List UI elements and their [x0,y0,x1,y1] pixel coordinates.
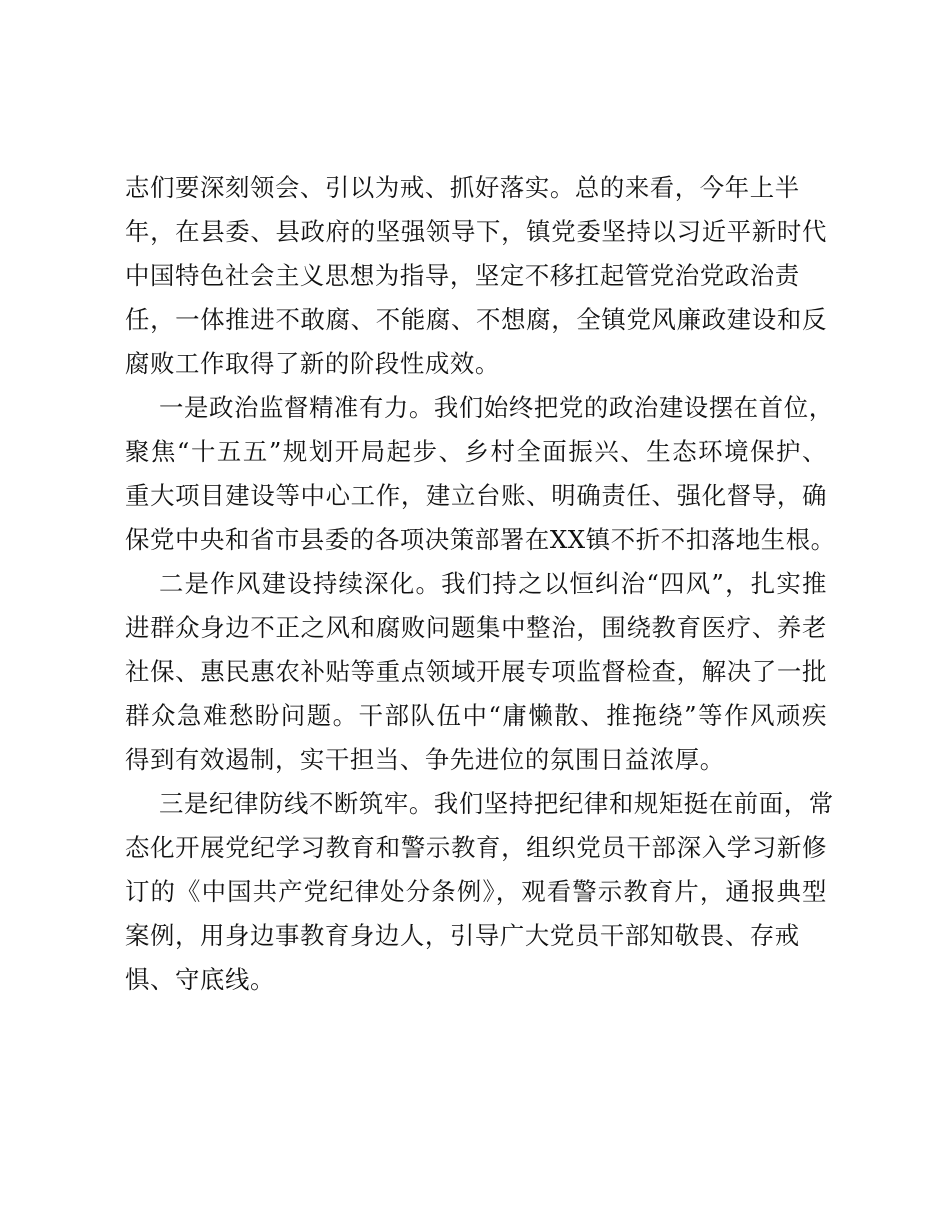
paragraph-2-line-2: 聚焦“十五五”规划开局起步、乡村全面振兴、生态环境保护、 [125,437,827,466]
paragraph-4-line-1: 三是纪律防线不断筑牢。我们坚持把纪律和规矩挺在前面，常 [159,789,834,818]
paragraph-3-line-5: 得到有效遏制，实干担当、争先进位的氛围日益浓厚。 [125,745,725,774]
paragraph-1-line-4: 任，一体推进不敢腐、不能腐、不想腐，全镇党风廉政建设和反 [125,305,827,334]
paragraph-3-line-4: 群众急难愁盼问题。干部队伍中“庸懒散、推拖绕”等作风顽疾 [125,701,827,730]
paragraph-2-line-4: 保党中央和省市县委的各项决策部署在XX镇不折不扣落地生根。 [125,525,836,554]
paragraph-4-line-4: 案例，用身边事教育身边人，引导广大党员干部知敬畏、存戒 [125,921,800,950]
paragraph-1-line-1: 志们要深刻领会、引以为戒、抓好落实。总的来看，今年上半 [125,173,800,202]
paragraph-4-line-2: 态化开展党纪学习教育和警示教育，组织党员干部深入学习新修 [125,833,827,862]
paragraph-3-line-1: 二是作风建设持续深化。我们持之以恒纠治“四风”，扎实推 [159,569,827,598]
paragraph-4-line-3: 订的《中国共产党纪律处分条例》，观看警示教育片，通报典型 [125,877,827,906]
paragraph-1-line-2: 年，在县委、县政府的坚强领导下，镇党委坚持以习近平新时代 [125,217,827,246]
paragraph-2-line-1: 一是政治监督精准有力。我们始终把党的政治建设摆在首位， [159,393,834,422]
paragraph-3-line-3: 社保、惠民惠农补贴等重点领域开展专项监督检查，解决了一批 [125,657,827,686]
paragraph-2-line-3: 重大项目建设等中心工作，建立台账、明确责任、强化督导，确 [125,481,827,510]
paragraph-4-line-5: 惧、守底线。 [125,965,275,994]
paragraph-1-line-5: 腐败工作取得了新的阶段性成效。 [125,349,500,378]
paragraph-3-line-2: 进群众身边不正之风和腐败问题集中整治，围绕教育医疗、养老 [125,613,827,642]
paragraph-1-line-3: 中国特色社会主义思想为指导，坚定不移扛起管党治党政治责 [125,261,800,290]
